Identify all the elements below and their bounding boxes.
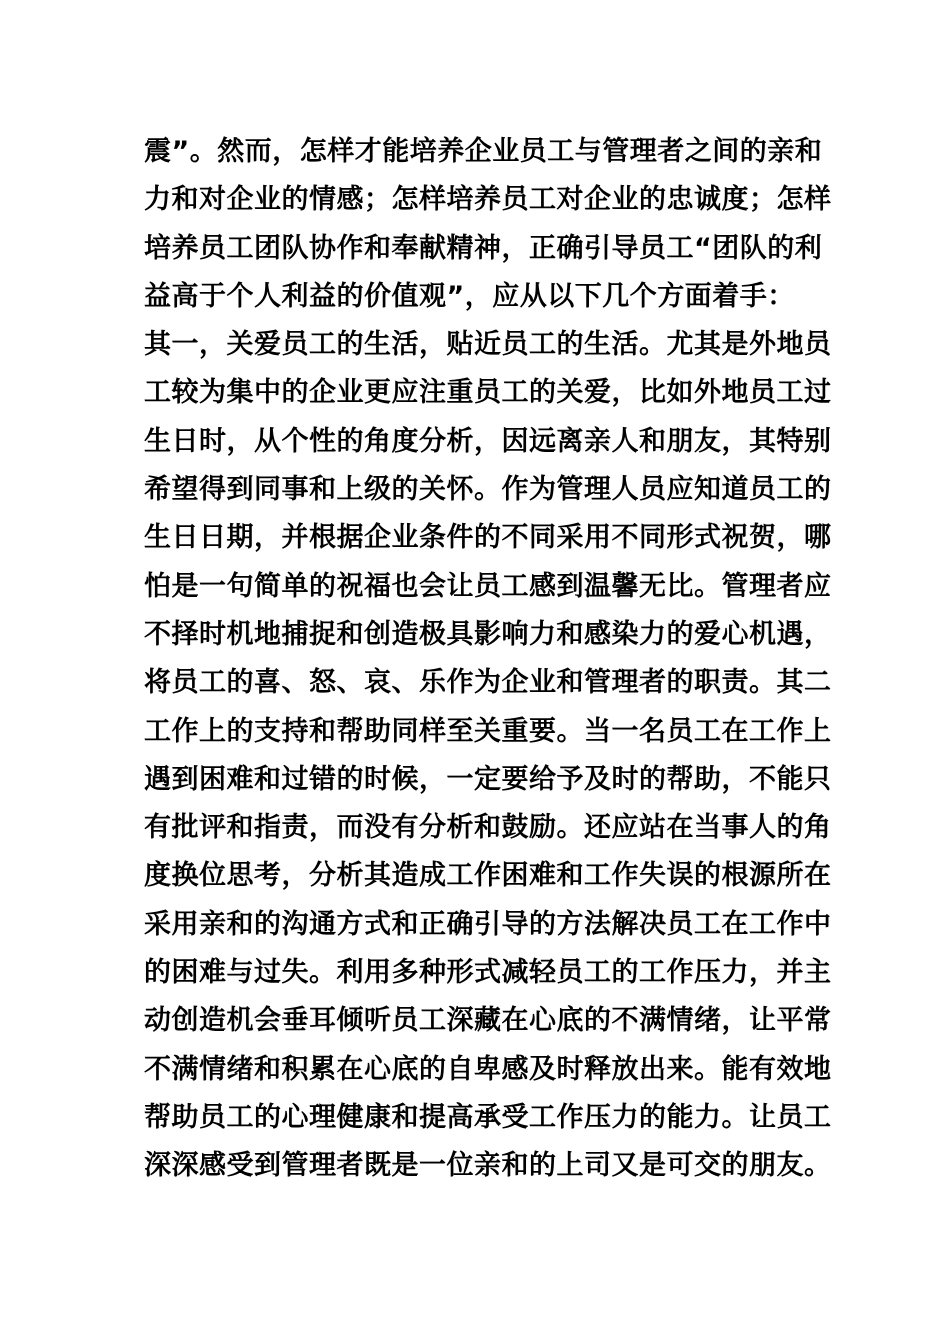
text-line: 帮助员工的心理健康和提高承受工作压力的能力。让员工 [144, 1101, 832, 1133]
text-line: 度换位思考，分析其造成工作困难和工作失误的根源所在 [144, 860, 832, 892]
text-line: 动创造机会垂耳倾听员工深藏在心底的不满情绪，让平常 [144, 1005, 832, 1037]
text-line: 生日时，从个性的角度分析，因远离亲人和朋友，其特别 [144, 425, 832, 457]
text-line: 采用亲和的沟通方式和正确引导的方法解决员工在工作中 [144, 908, 832, 940]
text-line: 工作上的支持和帮助同样至关重要。当一名员工在工作上 [144, 715, 832, 747]
text-line: 希望得到同事和上级的关怀。作为管理人员应知道员工的 [144, 474, 832, 506]
body-text [144, 128, 832, 1191]
text-line: 有批评和指责，而没有分析和鼓励。还应站在当事人的角 [144, 812, 832, 844]
text-line: 培养员工团队协作和奉献精神，正确引导员工“团队的利 [144, 232, 823, 264]
text-line: 震”。然而，怎样才能培养企业员工与管理者之间的亲和 [144, 136, 823, 167]
text-line: 不满情绪和积累在心底的自卑感及时释放出来。能有效地 [144, 1053, 832, 1085]
text-line: 生日日期，并根据企业条件的不同采用不同形式祝贺，哪 [144, 522, 832, 554]
text-line: 的困难与过失。利用多种形式减轻员工的工作压力，并主 [144, 957, 832, 989]
text-line: 力和对企业的情感；怎样培养员工对企业的忠诚度；怎样 [144, 184, 832, 216]
text-line: 将员工的喜、怒、哀、乐作为企业和管理者的职责。其二 [144, 667, 832, 699]
text-line: 益高于个人利益的价值观”，应从以下几个方面着手： [144, 280, 795, 312]
text-line: 深深感受到管理者既是一位亲和的上司又是可交的朋友。 [144, 1150, 832, 1182]
text-line: 工较为集中的企业更应注重员工的关爱，比如外地员工过 [144, 377, 832, 409]
text-line: 遇到困难和过错的时候，一定要给予及时的帮助，不能只 [144, 763, 832, 795]
text-line: 不择时机地捕捉和创造极具影响力和感染力的爱心机遇， [144, 618, 832, 650]
text-line: 其一，关爱员工的生活，贴近员工的生活。尤其是外地员 [144, 329, 832, 361]
text-line: 怕是一句简单的祝福也会让员工感到温馨无比。管理者应 [144, 570, 832, 602]
